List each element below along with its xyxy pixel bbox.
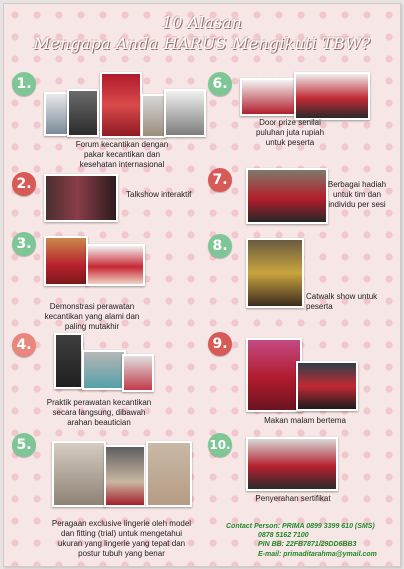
poster-title-line1: 10 Alasan — [162, 13, 242, 32]
caption-2: Talkshow interaktif — [126, 190, 192, 199]
photo-forum-5 — [164, 89, 206, 137]
caption-5: Peragaan exclusive lingerie oleh model dan fitting (trial) untuk mengetahui ukuran yang lingerie yang tepat dan postur tubuh yang benar — [51, 519, 192, 558]
caption-1: Forum kecantikan dengan pakar kecantikan dan kesehatan internasional — [75, 140, 169, 169]
photo-praktik-2 — [82, 350, 126, 390]
contact-email: E-mail: primaditarahma@ymail.com — [258, 550, 377, 558]
photo-makan-2 — [296, 361, 358, 411]
contact-info — [226, 522, 377, 559]
photo-forum-3 — [100, 72, 142, 138]
caption-8: Catwalk show untuk peserta — [306, 292, 378, 311]
photo-forum-2 — [67, 89, 99, 137]
poster — [3, 3, 401, 567]
photo-sertifikat — [246, 437, 338, 491]
badge-7: 7. — [208, 168, 232, 192]
caption-3: Demonstrasi perawatan kecantikan yang alami dan paling mutakhir — [44, 302, 140, 331]
photo-catwalk — [246, 238, 304, 308]
contact-phone: 0878 5162 7100 — [258, 532, 309, 540]
badge-3: 3. — [12, 232, 36, 256]
photo-forum-4 — [141, 94, 166, 138]
contact-person: Contact Person: PRIMA 0899 3399 610 (SMS) — [226, 523, 375, 530]
poster-title-line2: Mengapa Anda HARUS Mengikuti TBW? — [33, 34, 371, 53]
photo-lingerie-3 — [146, 441, 192, 507]
photo-praktik-3 — [122, 354, 154, 392]
contact-pin-bb: PIN BB: 22FB7871/29DD6BB3 — [258, 541, 357, 549]
photo-lingerie-1 — [52, 441, 106, 507]
photo-demo-2 — [86, 244, 145, 286]
caption-9: Makan malam bertema — [264, 416, 346, 425]
badge-2: 2. — [12, 172, 36, 196]
caption-7: Berbagai hadiah untuk tim dan individu per sesi — [327, 180, 387, 209]
photo-hadiah — [246, 168, 328, 224]
badge-4: 4. — [12, 333, 36, 357]
photo-demo-1 — [44, 236, 88, 286]
photo-lingerie-2 — [104, 445, 146, 507]
photo-makan-1 — [246, 338, 302, 412]
photo-doorprize-2 — [294, 72, 370, 120]
badge-5: 5. — [12, 433, 36, 457]
photo-talkshow — [44, 174, 118, 222]
badge-8: 8. — [208, 234, 232, 258]
photo-doorprize-1 — [240, 78, 300, 116]
badge-9: 9. — [208, 332, 232, 356]
caption-4: Praktik perawatan kecantikan secara langsung, dibawah arahan beautician — [46, 398, 152, 427]
badge-6: 6. — [208, 72, 232, 96]
caption-6: Door prize senilai puluhan juta rupiah untuk peserta — [255, 118, 325, 147]
badge-1: 1. — [12, 72, 36, 96]
badge-10: 10. — [208, 433, 232, 457]
caption-10: Penyerahan sertifikat — [255, 494, 331, 503]
photo-praktik-1 — [54, 333, 83, 389]
